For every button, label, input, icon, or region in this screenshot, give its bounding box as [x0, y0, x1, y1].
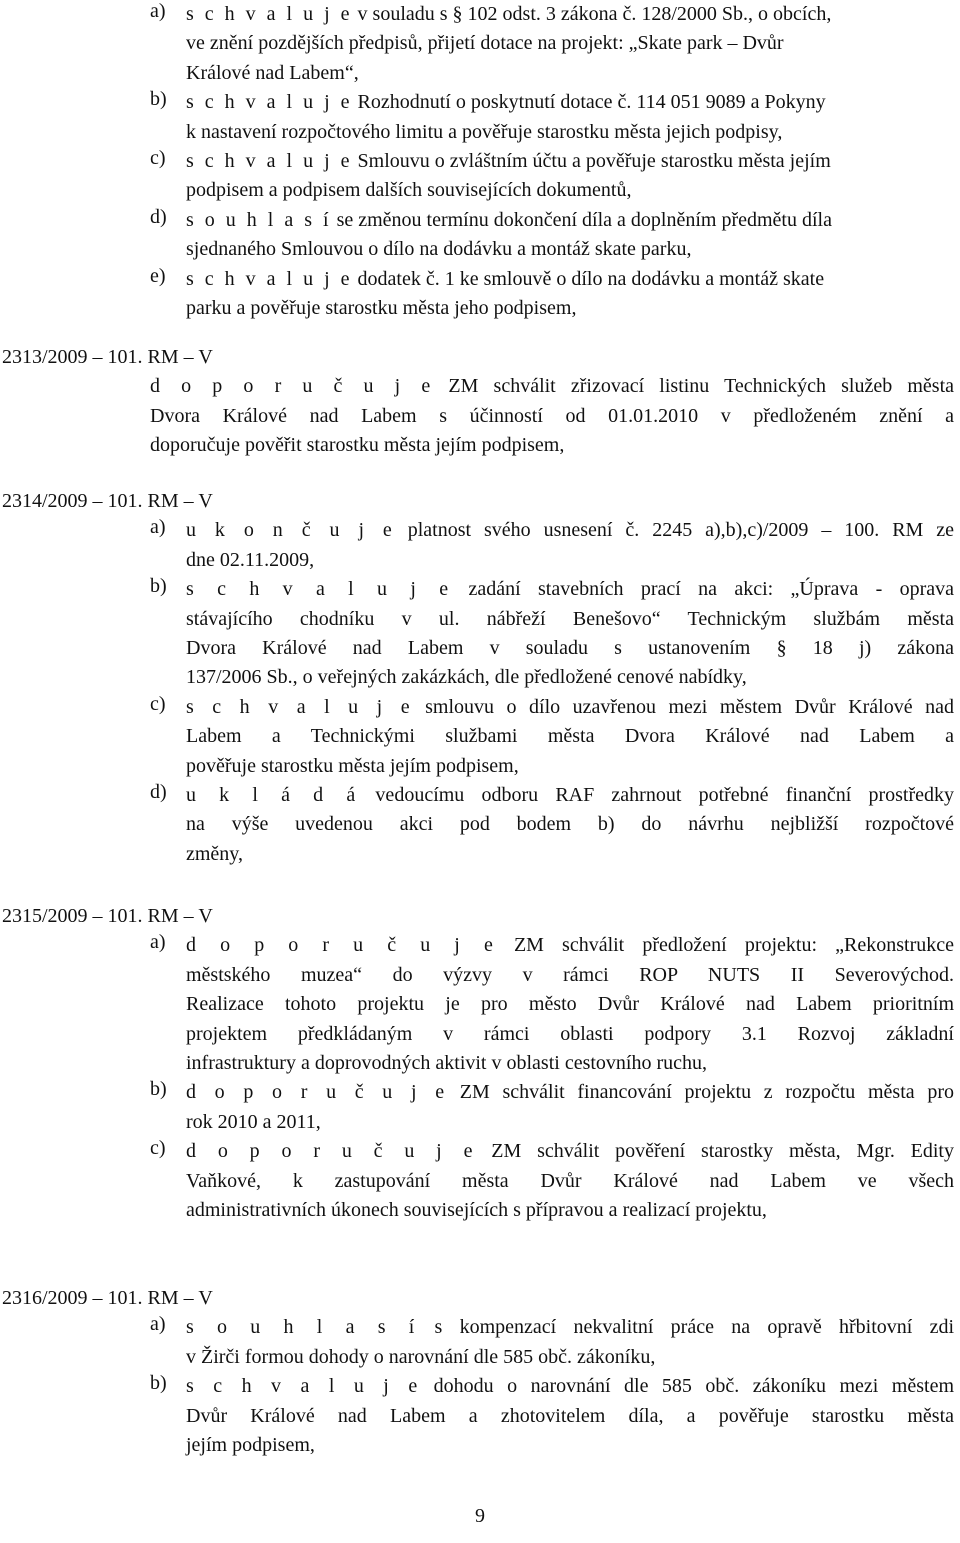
keyword: s c h v a l u j e: [186, 267, 353, 290]
item-line: změny,: [186, 842, 244, 865]
item-line: pověřuje starostku města jejím podpisem,: [186, 754, 519, 777]
item-line: [186, 0, 954, 29]
list-item: [0, 516, 960, 575]
item-line: [186, 781, 954, 810]
item-label: a): [150, 0, 166, 22]
item-text: ZM schválit pověření starostky města, Mgr. Edity: [475, 1140, 954, 1163]
item-label: a): [150, 516, 166, 539]
resolution-header: 2314/2009 – 101. RM – V: [2, 490, 213, 512]
item-line: infrastruktury a doprovodných aktivit v oblasti cestovního ruchu,: [186, 1051, 708, 1074]
item-text: smlouvu o dílo uzavřenou mezi městem Dvůr Králové nad: [412, 695, 954, 718]
keyword: d o p o r u č u j e: [186, 1140, 476, 1163]
item-text: ZM schválit financování projektu z rozpočtu města pro: [447, 1081, 954, 1104]
item-line: [186, 147, 954, 176]
item-line: [186, 575, 954, 604]
item-line: [186, 1313, 954, 1342]
item-label: c): [150, 692, 166, 715]
item-text: dohodu o narovnání dle 585 obč. zákoníku mezi městem: [420, 1375, 954, 1398]
resolution-body: [0, 372, 960, 460]
item-line: ve znění pozdějších předpisů, přijetí dotace na projekt: „Skate park – Dvůr: [186, 32, 784, 55]
list-item: [0, 147, 960, 206]
item-label: b): [150, 575, 167, 598]
item-line: [186, 931, 954, 960]
item-line: doporučuje pověřit starostku města jejím podpisem,: [150, 434, 565, 457]
resolution-header: 2313/2009 – 101. RM – V: [2, 346, 213, 368]
item-label: a): [150, 931, 166, 954]
item-line: Dvora Králové nad Labem s účinností od 01.01.2010 v předloženém znění a: [150, 404, 954, 427]
item-text: ZM schválit předložení projektu: „Rekonstrukce: [495, 934, 954, 957]
item-label: c): [150, 146, 166, 169]
item-label: b): [150, 88, 167, 111]
item-line: [186, 516, 954, 545]
item-text: Rozhodnutí o poskytnutí dotace č. 114 051 9089 a Pokyny: [352, 91, 826, 114]
item-label: c): [150, 1137, 166, 1160]
list-item: [0, 1372, 960, 1460]
item-label: e): [150, 264, 166, 287]
item-line: sjednaného Smlouvou o dílo na dodávku a montáž skate parku,: [186, 238, 692, 261]
item-line: [186, 1078, 954, 1107]
keyword: d o p o r u č u j e: [150, 375, 434, 398]
item-line: projektem předkládaným v rámci oblasti podpory 3.1 Rozvoj základní: [186, 1022, 954, 1045]
keyword: s c h v a l u j e: [186, 1375, 421, 1398]
item-line: podpisem a podpisem dalších souvisejících dokumentů,: [186, 179, 632, 202]
item-text: Smlouvu o zvláštním účtu a pověřuje starostku města jejím: [352, 149, 831, 172]
item-line: administrativních úkonech souvisejících s přípravou a realizací projektu,: [186, 1198, 767, 1221]
list-item: [0, 206, 960, 265]
keyword: d o p o r u č u j e: [186, 934, 496, 957]
keyword: s c h v a l u j e: [186, 149, 353, 172]
item-label: a): [150, 1313, 166, 1336]
item-line: stávajícího chodníku v ul. nábřeží Benešovo“ Technickým službám města: [186, 607, 954, 630]
item-line: Dvůr Králové nad Labem a zhotovitelem díla, a pověřuje starostku města: [186, 1404, 954, 1427]
keyword: u k l á d á: [186, 783, 359, 806]
item-line: na výše uvedenou akci pod bodem b) do návrhu nejbližší rozpočtové: [186, 813, 954, 836]
resolution-header: 2315/2009 – 101. RM – V: [2, 905, 213, 927]
item-line: v Žirči formou dohody o narovnání dle 585 obč. zákoníku,: [186, 1345, 656, 1368]
item-text: se změnou termínu dokončení díla a doplněním předmětu díla: [331, 208, 832, 231]
list-item: [0, 575, 960, 693]
item-text: zadání stavebních prací na akci: „Úprava - oprava: [451, 578, 954, 601]
list-item: [0, 88, 960, 147]
list-item: [0, 1137, 960, 1225]
item-line: [186, 693, 954, 722]
resolution-2315: [0, 902, 960, 1225]
item-text: s kompenzací nekvalitní práce na opravě hřbitovní zdi: [417, 1316, 954, 1339]
item-line: 137/2006 Sb., o veřejných zakázkách, dle předložené cenové nabídky,: [186, 666, 747, 689]
list-item: [0, 931, 960, 1078]
resolution-header: 2316/2009 – 101. RM – V: [2, 1287, 213, 1309]
item-line: rok 2010 a 2011,: [186, 1110, 321, 1133]
resolution-2316: [0, 1284, 960, 1460]
item-line: Labem a Technickými službami města Dvora Králové nad Labem a: [186, 725, 954, 748]
item-line: [186, 265, 954, 294]
list-item: [0, 0, 960, 88]
item-line: [186, 206, 954, 235]
item-label: b): [150, 1078, 167, 1101]
list-item: [0, 693, 960, 781]
top-items: [0, 0, 960, 323]
keyword: d o p o r u č u j e: [186, 1081, 448, 1104]
list-item: [0, 781, 960, 869]
item-label: d): [150, 780, 167, 803]
item-line: [150, 372, 954, 401]
resolution-2313: [0, 343, 960, 461]
item-text: vedoucímu odboru RAF zahrnout potřebné finanční prostředky: [358, 783, 954, 806]
item-text: ZM schválit zřizovací listinu Technických služeb města: [433, 375, 954, 398]
item-label: b): [150, 1372, 167, 1395]
item-line: městského muzea“ do výzvy v rámci ROP NUTS II Severovýchod.: [186, 963, 954, 986]
item-line: Realizace tohoto projektu je pro město Dvůr Králové nad Labem prioritním: [186, 993, 954, 1016]
item-line: [186, 88, 954, 117]
item-text: dodatek č. 1 ke smlouvě o dílo na dodávku a montáž skate: [352, 267, 825, 290]
item-line: Vaňkové, k zastupování města Dvůr Králové nad Labem ve všech: [186, 1169, 954, 1192]
keyword: s c h v a l u j e: [186, 695, 413, 718]
list-item: [0, 1078, 960, 1137]
list-item: [0, 1313, 960, 1372]
keyword: u k o n č u j e: [186, 519, 395, 542]
keyword: s o u h l a s í: [186, 208, 332, 231]
keyword: s c h v a l u j e: [186, 578, 452, 601]
page-number: 9: [475, 1505, 485, 1527]
item-label: d): [150, 205, 167, 228]
item-line: k nastavení rozpočtového limitu a pověřuje starostku města jejich podpisy,: [186, 120, 783, 143]
resolution-2314: [0, 487, 960, 869]
item-text: platnost svého usnesení č. 2245 a),b),c)/2009 – 100. RM ze: [394, 519, 954, 542]
keyword: s c h v a l u j e: [186, 3, 353, 25]
keyword: s c h v a l u j e: [186, 91, 353, 114]
item-line: jejím podpisem,: [186, 1433, 315, 1456]
item-line: [186, 1137, 954, 1166]
item-line: Dvora Králové nad Labem v souladu s ustanovením § 18 j) zákona: [186, 636, 954, 659]
item-line: Králové nad Labem“,: [186, 61, 359, 84]
keyword: s o u h l a s í: [186, 1316, 418, 1339]
item-text: v souladu s § 102 odst. 3 zákona č. 128/2000 Sb., o obcích,: [352, 3, 832, 25]
item-line: [186, 1372, 954, 1401]
list-item: [0, 265, 960, 324]
item-line: dne 02.11.2009,: [186, 548, 315, 571]
item-line: parku a pověřuje starostku města jeho podpisem,: [186, 296, 577, 319]
